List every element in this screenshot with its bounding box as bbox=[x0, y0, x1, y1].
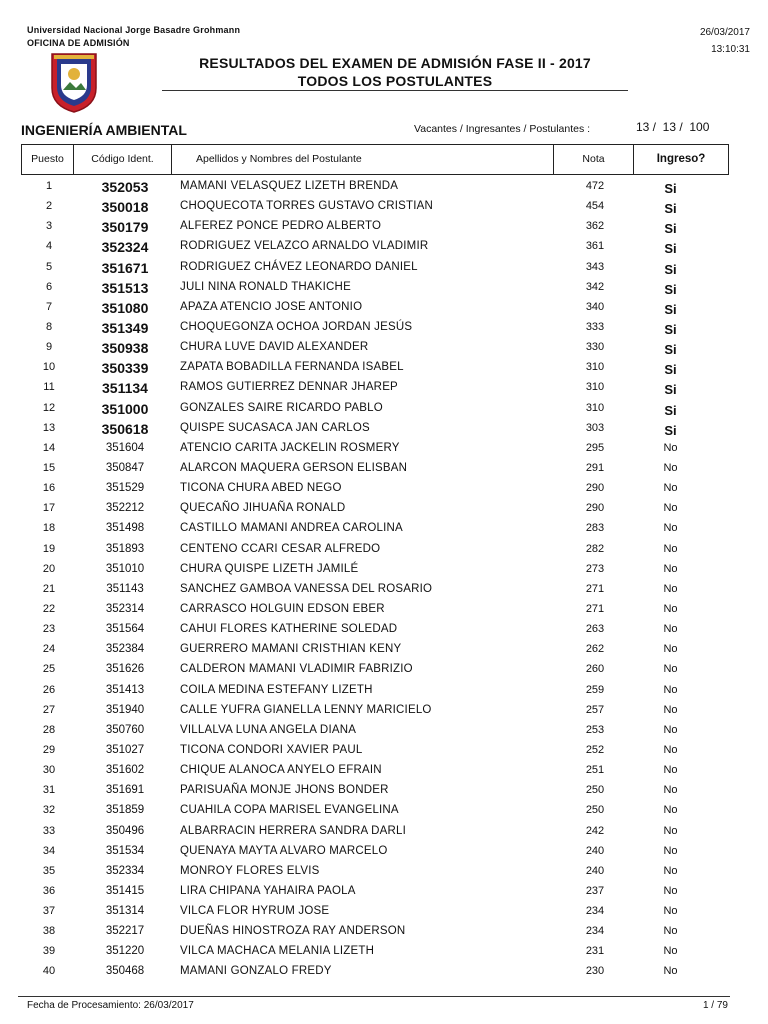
processing-label: Fecha de Procesamiento: bbox=[27, 1000, 141, 1011]
cell-codigo: 351349 bbox=[101, 319, 149, 336]
cell-nombre: GONZALES SAIRE RICARDO PABLO bbox=[180, 401, 383, 414]
cell-codigo: 351010 bbox=[105, 562, 145, 575]
cell-puesto: 38 bbox=[42, 925, 56, 938]
cell-codigo: 351893 bbox=[105, 542, 145, 555]
cell-ingreso: Si bbox=[664, 342, 677, 358]
cell-puesto: 19 bbox=[42, 542, 56, 555]
cell-puesto: 14 bbox=[42, 441, 56, 454]
processing-date bbox=[27, 1000, 194, 1011]
cell-codigo: 351626 bbox=[105, 663, 145, 676]
cell-nota: 295 bbox=[585, 441, 605, 454]
cell-nota: 283 bbox=[585, 522, 605, 535]
cell-nombre: CHOQUEGONZA OCHOA JORDAN JESÚS bbox=[180, 320, 413, 333]
cell-nombre: ALARCON MAQUERA GERSON ELISBAN bbox=[180, 461, 408, 474]
cell-codigo: 351564 bbox=[105, 623, 145, 636]
cell-nota: 231 bbox=[585, 945, 605, 958]
processing-date-value: 26/03/2017 bbox=[143, 1000, 194, 1011]
cell-nombre: TICONA CHURA ABED NEGO bbox=[180, 482, 342, 495]
cell-codigo: 350847 bbox=[105, 461, 145, 474]
cell-puesto: 34 bbox=[42, 844, 56, 857]
cell-nombre: QUENAYA MAYTA ALVARO MARCELO bbox=[180, 844, 388, 857]
cell-codigo: 352314 bbox=[105, 602, 145, 615]
cell-nombre: CENTENO CCARI CESAR ALFREDO bbox=[180, 542, 381, 555]
table-row bbox=[0, 459, 768, 479]
report-date: 26/03/2017 bbox=[699, 27, 750, 38]
cell-nombre: APAZA ATENCIO JOSE ANTONIO bbox=[180, 300, 363, 313]
column-header-ingreso: Ingreso? bbox=[656, 153, 706, 165]
cell-codigo: 351027 bbox=[105, 743, 145, 756]
cell-codigo: 350018 bbox=[101, 199, 149, 216]
table-row bbox=[0, 358, 768, 378]
cell-nota: 257 bbox=[585, 703, 605, 716]
cell-ingreso: No bbox=[663, 482, 678, 495]
cell-nombre: DUEÑAS HINOSTROZA RAY ANDERSON bbox=[180, 925, 406, 938]
cell-ingreso: No bbox=[663, 441, 678, 454]
table-row bbox=[0, 600, 768, 620]
cell-nombre: CASTILLO MAMANI ANDREA CAROLINA bbox=[180, 522, 403, 535]
cell-ingreso: Si bbox=[664, 422, 677, 438]
cell-codigo: 351415 bbox=[105, 884, 145, 897]
cell-codigo: 350496 bbox=[105, 824, 145, 837]
cell-ingreso: Si bbox=[664, 261, 677, 277]
cell-codigo: 351602 bbox=[105, 764, 145, 777]
table-row bbox=[0, 640, 768, 660]
cell-codigo: 351413 bbox=[105, 683, 145, 696]
cell-nota: 271 bbox=[585, 602, 605, 615]
cell-puesto: 26 bbox=[42, 683, 56, 696]
cell-ingreso: No bbox=[663, 824, 678, 837]
cell-ingreso: Si bbox=[664, 382, 677, 398]
cell-puesto: 28 bbox=[42, 723, 56, 736]
cell-codigo: 351143 bbox=[106, 582, 144, 595]
cell-puesto: 17 bbox=[42, 502, 56, 515]
cell-nota: 290 bbox=[585, 482, 605, 495]
cell-puesto: 37 bbox=[42, 905, 56, 918]
cell-nota: 342 bbox=[585, 280, 605, 293]
table-row bbox=[0, 419, 768, 439]
table-row bbox=[0, 882, 768, 902]
cell-ingreso: No bbox=[663, 905, 678, 918]
cell-puesto: 18 bbox=[42, 522, 56, 535]
cell-codigo: 352217 bbox=[105, 925, 145, 938]
cell-codigo: 351940 bbox=[105, 703, 145, 716]
cell-ingreso: Si bbox=[664, 221, 677, 237]
cell-nombre: MAMANI GONZALO FREDY bbox=[180, 965, 332, 978]
cell-nota: 282 bbox=[585, 542, 605, 555]
cell-puesto: 11 bbox=[43, 381, 55, 394]
cell-ingreso: No bbox=[663, 683, 678, 696]
cell-nombre: RAMOS GUTIERREZ DENNAR JHAREP bbox=[180, 381, 398, 394]
cell-nota: 252 bbox=[585, 743, 605, 756]
footer-divider bbox=[18, 996, 730, 997]
cell-nota: 310 bbox=[585, 381, 605, 394]
table-row bbox=[0, 298, 768, 318]
cell-ingreso: Si bbox=[664, 241, 677, 257]
cell-nombre: CHIQUE ALANOCA ANYELO EFRAIN bbox=[180, 764, 382, 777]
cell-puesto: 1 bbox=[45, 180, 53, 192]
table-row bbox=[0, 902, 768, 922]
column-header-nombre: Apellidos y Nombres del Postulante bbox=[172, 145, 554, 174]
cell-ingreso: No bbox=[663, 764, 678, 777]
cell-ingreso: No bbox=[663, 663, 678, 676]
cell-codigo: 351000 bbox=[101, 400, 149, 417]
cell-codigo: 351498 bbox=[105, 522, 145, 535]
cell-ingreso: No bbox=[663, 784, 678, 797]
cell-nota: 251 bbox=[585, 764, 605, 777]
cell-nombre: TICONA CONDORI XAVIER PAUL bbox=[180, 743, 363, 756]
cell-codigo: 351534 bbox=[105, 844, 145, 857]
cell-ingreso: Si bbox=[664, 281, 677, 297]
cell-ingreso: No bbox=[663, 743, 678, 756]
cell-puesto: 32 bbox=[42, 804, 56, 817]
cell-codigo: 350938 bbox=[101, 340, 149, 357]
cell-codigo: 351220 bbox=[105, 945, 145, 958]
cell-ingreso: No bbox=[663, 804, 678, 817]
cell-nota: 273 bbox=[585, 562, 605, 575]
cell-nombre: ALFEREZ PONCE PEDRO ALBERTO bbox=[180, 220, 382, 233]
cell-puesto: 13 bbox=[42, 421, 56, 434]
cell-codigo: 350179 bbox=[101, 219, 149, 236]
cell-nota: 290 bbox=[585, 502, 605, 515]
cell-nombre: MONROY FLORES ELVIS bbox=[180, 864, 320, 877]
table-row bbox=[0, 479, 768, 499]
cell-codigo: 351671 bbox=[101, 259, 149, 276]
cell-ingreso: Si bbox=[664, 181, 677, 196]
table-row bbox=[0, 701, 768, 721]
cell-ingreso: Si bbox=[664, 362, 677, 378]
cell-nombre: VILCA MACHACA MELANIA LIZETH bbox=[180, 945, 375, 958]
cell-ingreso: No bbox=[663, 844, 678, 857]
cell-ingreso: No bbox=[663, 502, 678, 515]
cell-puesto: 4 bbox=[45, 240, 53, 253]
cell-nota: 237 bbox=[585, 884, 605, 897]
cell-ingreso: No bbox=[663, 945, 678, 958]
cell-ingreso: No bbox=[663, 965, 678, 978]
table-row bbox=[0, 318, 768, 338]
cell-nota: 234 bbox=[585, 905, 605, 918]
cell-nombre: MAMANI VELASQUEZ LIZETH BRENDA bbox=[180, 180, 399, 192]
table-row bbox=[0, 962, 768, 982]
cell-nota: 303 bbox=[585, 421, 605, 434]
cell-ingreso: No bbox=[663, 461, 678, 474]
table-row bbox=[0, 378, 768, 398]
table-row bbox=[0, 439, 768, 459]
table-row bbox=[0, 942, 768, 962]
cell-puesto: 27 bbox=[42, 703, 56, 716]
title-underline bbox=[162, 90, 628, 91]
cell-nombre: CALLE YUFRA GIANELLA LENNY MARICIELO bbox=[180, 703, 432, 716]
cell-nombre: LIRA CHIPANA YAHAIRA PAOLA bbox=[180, 884, 356, 897]
cell-nota: 240 bbox=[585, 844, 605, 857]
office-name: OFICINA DE ADMISIÓN bbox=[27, 38, 130, 48]
cell-nota: 333 bbox=[585, 320, 605, 333]
cell-nombre: CHURA QUISPE LIZETH JAMILÉ bbox=[180, 562, 359, 575]
cell-puesto: 15 bbox=[42, 461, 56, 474]
cell-nota: 310 bbox=[585, 401, 605, 414]
cell-ingreso: No bbox=[663, 643, 678, 656]
career-name: INGENIERÍA AMBIENTAL bbox=[21, 122, 187, 138]
table-row bbox=[0, 842, 768, 862]
cell-puesto: 2 bbox=[45, 200, 53, 213]
cell-puesto: 6 bbox=[45, 280, 53, 293]
cell-ingreso: No bbox=[663, 703, 678, 716]
table-row bbox=[0, 822, 768, 842]
column-header-nota: Nota bbox=[554, 145, 634, 174]
report-title: RESULTADOS DEL EXAMEN DE ADMISIÓN FASE II - 2017 bbox=[199, 55, 591, 71]
cell-nombre: VILCA FLOR HYRUM JOSE bbox=[180, 905, 330, 918]
cell-puesto: 25 bbox=[42, 663, 56, 676]
table-row bbox=[0, 781, 768, 801]
cell-nota: 230 bbox=[585, 965, 605, 978]
cell-codigo: 351134 bbox=[102, 380, 148, 397]
cell-ingreso: No bbox=[663, 925, 678, 938]
cell-ingreso: Si bbox=[664, 301, 677, 317]
cell-codigo: 351314 bbox=[105, 905, 145, 918]
cell-codigo: 352334 bbox=[105, 864, 145, 877]
page-number: 1 / 79 bbox=[702, 1000, 728, 1011]
cell-nombre: RODRIGUEZ VELAZCO ARNALDO VLADIMIR bbox=[180, 240, 429, 253]
table-row bbox=[0, 660, 768, 680]
cell-puesto: 16 bbox=[42, 482, 56, 495]
cell-nota: 234 bbox=[585, 925, 605, 938]
report-time: 13:10:31 bbox=[711, 44, 750, 55]
cell-ingreso: No bbox=[663, 884, 678, 897]
table-row bbox=[0, 399, 768, 419]
table-row bbox=[0, 338, 768, 358]
vacancies-values: 13 / 13 / 100 bbox=[636, 120, 710, 134]
table-row bbox=[0, 197, 768, 217]
table-row bbox=[0, 217, 768, 237]
table-row bbox=[0, 278, 768, 298]
cell-puesto: 35 bbox=[42, 864, 56, 877]
cell-ingreso: No bbox=[663, 623, 678, 636]
cell-ingreso: No bbox=[663, 542, 678, 555]
cell-nombre: COILA MEDINA ESTEFANY LIZETH bbox=[180, 683, 373, 696]
cell-codigo: 350339 bbox=[101, 360, 149, 377]
cell-puesto: 5 bbox=[45, 260, 53, 273]
table-row bbox=[0, 761, 768, 781]
cell-puesto: 23 bbox=[42, 623, 56, 636]
cell-ingreso: No bbox=[663, 864, 678, 877]
cell-nombre: JULI NINA RONALD THAKICHE bbox=[180, 280, 351, 293]
cell-codigo: 350760 bbox=[105, 723, 145, 736]
cell-puesto: 7 bbox=[45, 300, 53, 313]
cell-nota: 260 bbox=[585, 663, 605, 676]
cell-nota: 250 bbox=[585, 784, 605, 797]
table-row bbox=[0, 540, 768, 560]
cell-codigo: 352384 bbox=[105, 643, 145, 656]
cell-nombre: CHURA LUVE DAVID ALEXANDER bbox=[180, 341, 369, 354]
cell-ingreso: Si bbox=[664, 402, 677, 418]
cell-nota: 361 bbox=[585, 240, 605, 253]
table-row bbox=[0, 862, 768, 882]
cell-nombre: VILLALVA LUNA ANGELA DIANA bbox=[180, 723, 357, 736]
cell-codigo: 351691 bbox=[105, 784, 145, 797]
table-row bbox=[0, 519, 768, 539]
university-name: Universidad Nacional Jorge Basadre Grohmann bbox=[27, 25, 241, 35]
report-subtitle: TODOS LOS POSTULANTES bbox=[297, 73, 493, 89]
cell-nombre: ALBARRACIN HERRERA SANDRA DARLI bbox=[180, 824, 407, 837]
cell-codigo: 352212 bbox=[105, 502, 145, 515]
table-row bbox=[0, 681, 768, 701]
cell-codigo: 351513 bbox=[101, 279, 149, 296]
cell-nota: 343 bbox=[585, 260, 605, 273]
cell-nota: 340 bbox=[585, 300, 605, 313]
cell-codigo: 352053 bbox=[101, 179, 149, 195]
cell-puesto: 8 bbox=[45, 320, 53, 333]
table-row bbox=[0, 721, 768, 741]
cell-ingreso: No bbox=[663, 582, 678, 595]
cell-nota: 454 bbox=[585, 200, 605, 213]
column-header-puesto: Puesto bbox=[22, 145, 74, 174]
table-row bbox=[0, 237, 768, 257]
cell-puesto: 22 bbox=[42, 602, 56, 615]
cell-ingreso: No bbox=[663, 562, 678, 575]
cell-nota: 242 bbox=[585, 824, 605, 837]
table-header bbox=[21, 144, 729, 175]
table-row bbox=[0, 620, 768, 640]
vacancies-label: Vacantes / Ingresantes / Postulantes : bbox=[414, 123, 591, 135]
cell-puesto: 39 bbox=[42, 945, 56, 958]
cell-nombre: PARISUAÑA MONJE JHONS BONDER bbox=[180, 784, 389, 797]
cell-nombre: CARRASCO HOLGUIN EDSON EBER bbox=[180, 602, 385, 615]
cell-puesto: 31 bbox=[42, 784, 56, 797]
cell-puesto: 21 bbox=[42, 582, 56, 595]
cell-nota: 362 bbox=[585, 220, 605, 233]
cell-codigo: 351080 bbox=[101, 299, 149, 316]
cell-ingreso: No bbox=[663, 602, 678, 615]
cell-ingreso: No bbox=[663, 522, 678, 535]
cell-nombre: ATENCIO CARITA JACKELIN ROSMERY bbox=[180, 441, 400, 454]
cell-nombre: QUISPE SUCASACA JAN CARLOS bbox=[180, 421, 370, 434]
cell-nombre: QUECAÑO JIHUAÑA RONALD bbox=[180, 502, 346, 515]
cell-ingreso: Si bbox=[664, 201, 677, 217]
cell-puesto: 36 bbox=[42, 884, 56, 897]
cell-nota: 259 bbox=[585, 683, 605, 696]
cell-nombre: GUERRERO MAMANI CRISTHIAN KENY bbox=[180, 643, 402, 656]
table-row bbox=[0, 560, 768, 580]
cell-puesto: 10 bbox=[42, 361, 56, 374]
cell-nota: 253 bbox=[585, 723, 605, 736]
cell-nota: 330 bbox=[585, 341, 605, 354]
table-row bbox=[0, 177, 768, 197]
cell-nombre: RODRIGUEZ CHÁVEZ LEONARDO DANIEL bbox=[180, 260, 418, 273]
cell-codigo: 351529 bbox=[105, 482, 145, 495]
cell-puesto: 29 bbox=[42, 743, 56, 756]
cell-nombre: CALDERON MAMANI VLADIMIR FABRIZIO bbox=[180, 663, 413, 676]
table-row bbox=[0, 922, 768, 942]
cell-puesto: 20 bbox=[42, 562, 56, 575]
cell-nombre: CHOQUECOTA TORRES GUSTAVO CRISTIAN bbox=[180, 200, 434, 213]
cell-puesto: 40 bbox=[42, 965, 56, 978]
cell-puesto: 30 bbox=[42, 764, 56, 777]
table-row bbox=[0, 801, 768, 821]
table-row bbox=[0, 741, 768, 761]
table-row bbox=[0, 580, 768, 600]
cell-codigo: 350618 bbox=[101, 420, 149, 437]
cell-codigo: 351604 bbox=[105, 441, 145, 454]
cell-puesto: 9 bbox=[45, 341, 53, 354]
table-row bbox=[0, 499, 768, 519]
cell-nombre: SANCHEZ GAMBOA VANESSA DEL ROSARIO bbox=[180, 582, 433, 595]
cell-codigo: 351859 bbox=[105, 804, 145, 817]
cell-puesto: 3 bbox=[45, 220, 53, 233]
table-row bbox=[0, 258, 768, 278]
cell-codigo: 350468 bbox=[105, 965, 145, 978]
cell-nota: 291 bbox=[585, 461, 605, 474]
cell-ingreso: No bbox=[663, 723, 678, 736]
cell-nombre: CAHUI FLORES KATHERINE SOLEDAD bbox=[180, 623, 398, 636]
cell-codigo: 352324 bbox=[101, 239, 149, 256]
cell-nombre: ZAPATA BOBADILLA FERNANDA ISABEL bbox=[180, 361, 404, 374]
cell-nota: 310 bbox=[585, 361, 605, 374]
cell-nota: 250 bbox=[585, 804, 605, 817]
cell-nota: 263 bbox=[585, 623, 605, 636]
cell-puesto: 12 bbox=[42, 401, 56, 414]
university-seal-icon bbox=[48, 52, 100, 114]
cell-nota: 271 bbox=[585, 582, 605, 595]
column-header-codigo: Código Ident. bbox=[74, 145, 172, 174]
cell-puesto: 33 bbox=[42, 824, 56, 837]
cell-nota: 240 bbox=[585, 864, 605, 877]
cell-ingreso: Si bbox=[664, 321, 677, 337]
cell-nota: 472 bbox=[585, 180, 605, 192]
cell-nombre: CUAHILA COPA MARISEL EVANGELINA bbox=[180, 804, 399, 817]
cell-puesto: 24 bbox=[42, 643, 56, 656]
results-table-body bbox=[0, 177, 768, 983]
cell-nota: 262 bbox=[585, 643, 605, 656]
